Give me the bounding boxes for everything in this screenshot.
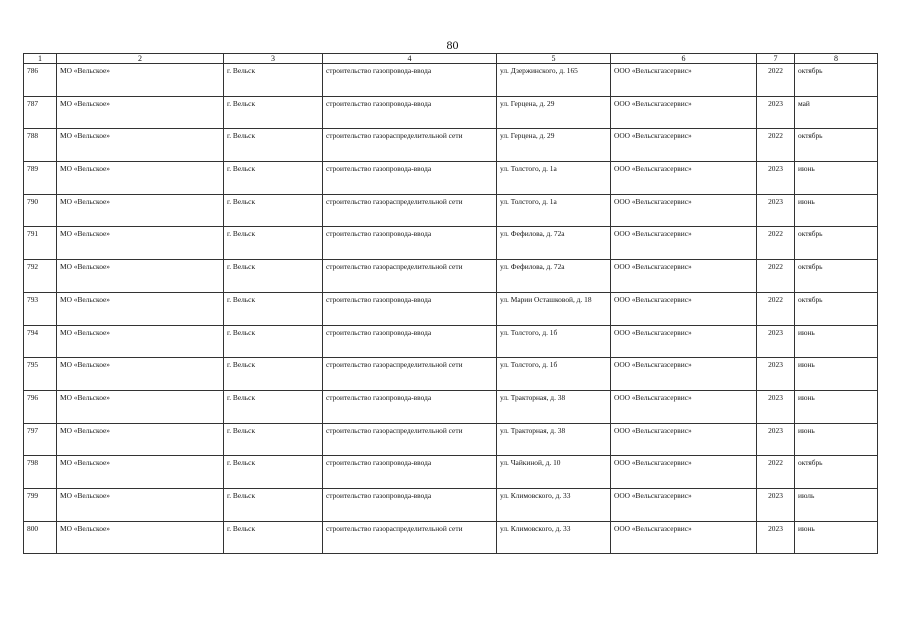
cell-municipality: МО «Вельское» bbox=[57, 390, 224, 423]
cell-municipality: МО «Вельское» bbox=[57, 96, 224, 129]
cell-address: ул. Фефилова, д. 72а bbox=[497, 227, 611, 260]
cell-organization: ООО «Вельскгазсервис» bbox=[611, 129, 757, 162]
cell-year: 2023 bbox=[757, 194, 795, 227]
column-header-2: 2 bbox=[57, 54, 224, 64]
cell-organization: ООО «Вельскгазсервис» bbox=[611, 227, 757, 260]
header-row bbox=[24, 54, 878, 64]
cell-month: октябрь bbox=[795, 129, 878, 162]
cell-organization: ООО «Вельскгазсервис» bbox=[611, 194, 757, 227]
cell-work-type: строительство газораспределительной сети bbox=[323, 358, 497, 391]
cell-organization: ООО «Вельскгазсервис» bbox=[611, 162, 757, 195]
cell-month: июнь bbox=[795, 423, 878, 456]
cell-year: 2023 bbox=[757, 162, 795, 195]
cell-row-number: 798 bbox=[24, 456, 57, 489]
cell-organization: ООО «Вельскгазсервис» bbox=[611, 96, 757, 129]
cell-row-number: 789 bbox=[24, 162, 57, 195]
cell-month: июнь bbox=[795, 358, 878, 391]
column-header-7: 7 bbox=[757, 54, 795, 64]
table-row bbox=[24, 521, 878, 554]
cell-municipality: МО «Вельское» bbox=[57, 488, 224, 521]
cell-organization: ООО «Вельскгазсервис» bbox=[611, 325, 757, 358]
column-header-6: 6 bbox=[611, 54, 757, 64]
cell-address: ул. Толстого, д. 1а bbox=[497, 194, 611, 227]
cell-municipality: МО «Вельское» bbox=[57, 423, 224, 456]
table-row bbox=[24, 129, 878, 162]
cell-row-number: 791 bbox=[24, 227, 57, 260]
table-row bbox=[24, 292, 878, 325]
cell-address: ул. Толстого, д. 1а bbox=[497, 162, 611, 195]
table-row bbox=[24, 64, 878, 97]
cell-month: октябрь bbox=[795, 64, 878, 97]
page-number: 80 bbox=[446, 38, 459, 52]
cell-work-type: строительство газораспределительной сети bbox=[323, 129, 497, 162]
cell-month: октябрь bbox=[795, 456, 878, 489]
cell-organization: ООО «Вельскгазсервис» bbox=[611, 260, 757, 293]
cell-row-number: 800 bbox=[24, 521, 57, 554]
cell-municipality: МО «Вельское» bbox=[57, 227, 224, 260]
cell-year: 2023 bbox=[757, 390, 795, 423]
table-row bbox=[24, 488, 878, 521]
cell-month: октябрь bbox=[795, 292, 878, 325]
cell-row-number: 795 bbox=[24, 358, 57, 391]
cell-work-type: строительство газопровода-ввода bbox=[323, 390, 497, 423]
table-row bbox=[24, 96, 878, 129]
cell-row-number: 794 bbox=[24, 325, 57, 358]
cell-municipality: МО «Вельское» bbox=[57, 358, 224, 391]
cell-year: 2023 bbox=[757, 358, 795, 391]
cell-address: ул. Тракторная, д. 38 bbox=[497, 423, 611, 456]
cell-organization: ООО «Вельскгазсервис» bbox=[611, 390, 757, 423]
cell-municipality: МО «Вельское» bbox=[57, 456, 224, 489]
column-header-3: 3 bbox=[224, 54, 323, 64]
cell-row-number: 790 bbox=[24, 194, 57, 227]
cell-settlement: г. Вельск bbox=[224, 358, 323, 391]
cell-settlement: г. Вельск bbox=[224, 129, 323, 162]
table-row bbox=[24, 358, 878, 391]
cell-row-number: 796 bbox=[24, 390, 57, 423]
cell-address: ул. Толстого, д. 1б bbox=[497, 358, 611, 391]
cell-municipality: МО «Вельское» bbox=[57, 292, 224, 325]
cell-settlement: г. Вельск bbox=[224, 64, 323, 97]
cell-address: ул. Климовского, д. 33 bbox=[497, 521, 611, 554]
cell-organization: ООО «Вельскгазсервис» bbox=[611, 521, 757, 554]
cell-month: июнь bbox=[795, 162, 878, 195]
cell-row-number: 792 bbox=[24, 260, 57, 293]
cell-organization: ООО «Вельскгазсервис» bbox=[611, 488, 757, 521]
cell-row-number: 797 bbox=[24, 423, 57, 456]
cell-municipality: МО «Вельское» bbox=[57, 521, 224, 554]
column-header-5: 5 bbox=[497, 54, 611, 64]
table-row bbox=[24, 227, 878, 260]
column-header-1: 1 bbox=[24, 54, 57, 64]
cell-row-number: 787 bbox=[24, 96, 57, 129]
table-row bbox=[24, 162, 878, 195]
cell-year: 2022 bbox=[757, 260, 795, 293]
table-row bbox=[24, 194, 878, 227]
cell-year: 2022 bbox=[757, 129, 795, 162]
cell-organization: ООО «Вельскгазсервис» bbox=[611, 423, 757, 456]
cell-municipality: МО «Вельское» bbox=[57, 129, 224, 162]
cell-row-number: 793 bbox=[24, 292, 57, 325]
cell-settlement: г. Вельск bbox=[224, 521, 323, 554]
cell-address: ул. Марии Осташковой, д. 18 bbox=[497, 292, 611, 325]
cell-settlement: г. Вельск bbox=[224, 162, 323, 195]
cell-year: 2022 bbox=[757, 227, 795, 260]
cell-work-type: строительство газопровода-ввода bbox=[323, 227, 497, 260]
cell-work-type: строительство газопровода-ввода bbox=[323, 64, 497, 97]
cell-address: ул. Чайкиной, д. 10 bbox=[497, 456, 611, 489]
cell-row-number: 788 bbox=[24, 129, 57, 162]
cell-work-type: строительство газораспределительной сети bbox=[323, 423, 497, 456]
cell-month: июнь bbox=[795, 325, 878, 358]
cell-settlement: г. Вельск bbox=[224, 325, 323, 358]
cell-municipality: МО «Вельское» bbox=[57, 64, 224, 97]
cell-month: октябрь bbox=[795, 227, 878, 260]
cell-work-type: строительство газопровода-ввода bbox=[323, 96, 497, 129]
cell-work-type: строительство газопровода-ввода bbox=[323, 488, 497, 521]
cell-address: ул. Герцена, д. 29 bbox=[497, 96, 611, 129]
cell-work-type: строительство газопровода-ввода bbox=[323, 325, 497, 358]
cell-work-type: строительство газопровода-ввода bbox=[323, 292, 497, 325]
cell-address: ул. Дзержинского, д. 165 bbox=[497, 64, 611, 97]
table-row bbox=[24, 423, 878, 456]
cell-settlement: г. Вельск bbox=[224, 292, 323, 325]
cell-year: 2023 bbox=[757, 488, 795, 521]
cell-address: ул. Тракторная, д. 38 bbox=[497, 390, 611, 423]
data-table bbox=[23, 53, 878, 554]
cell-address: ул. Герцена, д. 29 bbox=[497, 129, 611, 162]
cell-municipality: МО «Вельское» bbox=[57, 194, 224, 227]
cell-settlement: г. Вельск bbox=[224, 488, 323, 521]
cell-organization: ООО «Вельскгазсервис» bbox=[611, 64, 757, 97]
cell-work-type: строительство газопровода-ввода bbox=[323, 162, 497, 195]
cell-settlement: г. Вельск bbox=[224, 96, 323, 129]
cell-address: ул. Толстого, д. 1б bbox=[497, 325, 611, 358]
column-header-4: 4 bbox=[323, 54, 497, 64]
cell-month: июль bbox=[795, 488, 878, 521]
cell-work-type: строительство газопровода-ввода bbox=[323, 456, 497, 489]
cell-row-number: 786 bbox=[24, 64, 57, 97]
table-body bbox=[24, 64, 878, 554]
table-row bbox=[24, 456, 878, 489]
cell-month: июнь bbox=[795, 390, 878, 423]
cell-year: 2023 bbox=[757, 521, 795, 554]
cell-month: октябрь bbox=[795, 260, 878, 293]
cell-month: июнь bbox=[795, 521, 878, 554]
table-row bbox=[24, 390, 878, 423]
cell-settlement: г. Вельск bbox=[224, 390, 323, 423]
column-header-8: 8 bbox=[795, 54, 878, 64]
table-row bbox=[24, 325, 878, 358]
table-row bbox=[24, 260, 878, 293]
cell-year: 2023 bbox=[757, 96, 795, 129]
cell-month: июнь bbox=[795, 194, 878, 227]
cell-organization: ООО «Вельскгазсервис» bbox=[611, 358, 757, 391]
cell-settlement: г. Вельск bbox=[224, 194, 323, 227]
cell-organization: ООО «Вельскгазсервис» bbox=[611, 456, 757, 489]
cell-row-number: 799 bbox=[24, 488, 57, 521]
cell-municipality: МО «Вельское» bbox=[57, 162, 224, 195]
cell-organization: ООО «Вельскгазсервис» bbox=[611, 292, 757, 325]
cell-year: 2022 bbox=[757, 64, 795, 97]
cell-work-type: строительство газораспределительной сети bbox=[323, 260, 497, 293]
cell-settlement: г. Вельск bbox=[224, 227, 323, 260]
cell-month: май bbox=[795, 96, 878, 129]
cell-address: ул. Фефилова, д. 72а bbox=[497, 260, 611, 293]
cell-settlement: г. Вельск bbox=[224, 260, 323, 293]
cell-settlement: г. Вельск bbox=[224, 456, 323, 489]
cell-year: 2022 bbox=[757, 456, 795, 489]
cell-municipality: МО «Вельское» bbox=[57, 260, 224, 293]
cell-work-type: строительство газораспределительной сети bbox=[323, 194, 497, 227]
cell-year: 2022 bbox=[757, 292, 795, 325]
cell-address: ул. Климовского, д. 33 bbox=[497, 488, 611, 521]
cell-municipality: МО «Вельское» bbox=[57, 325, 224, 358]
cell-work-type: строительство газораспределительной сети bbox=[323, 521, 497, 554]
cell-year: 2023 bbox=[757, 325, 795, 358]
cell-settlement: г. Вельск bbox=[224, 423, 323, 456]
cell-year: 2023 bbox=[757, 423, 795, 456]
